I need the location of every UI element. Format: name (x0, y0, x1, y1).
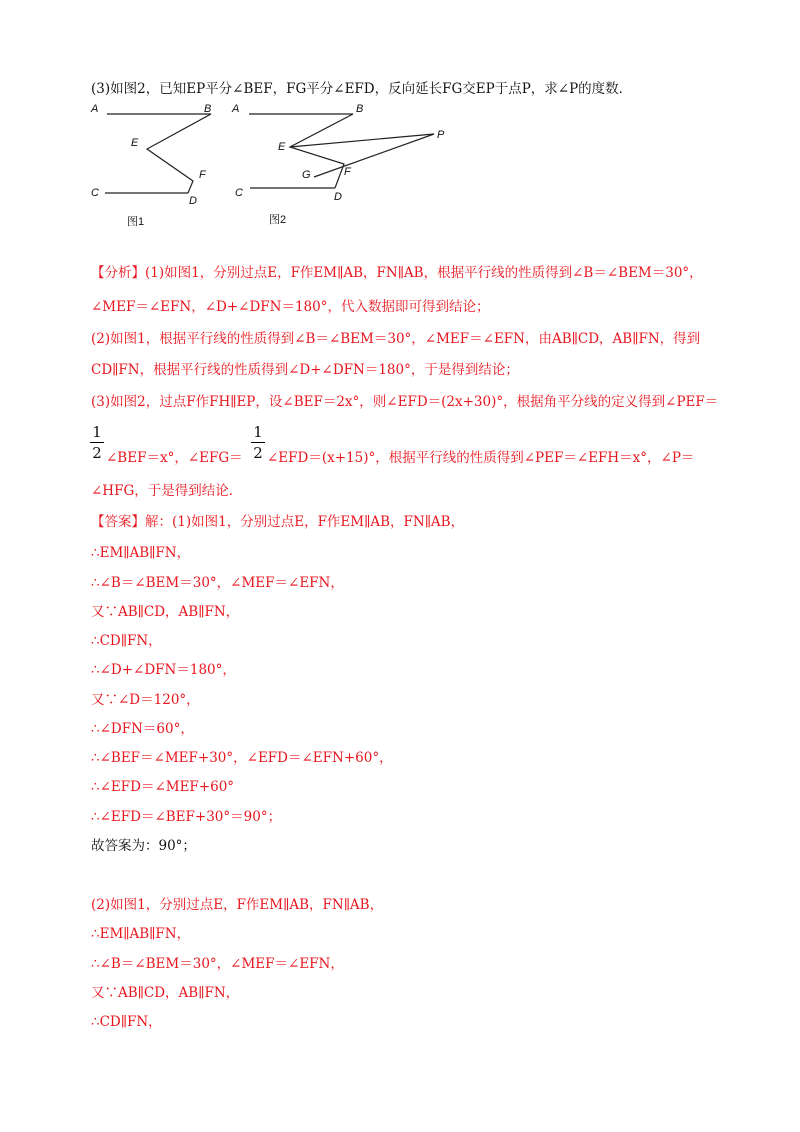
line-pg-fig2 (314, 134, 434, 177)
figure-1-labels (90, 103, 211, 228)
analysis-line-6a: ∠BEF＝x°，∠EFG＝ (106, 450, 243, 466)
answer-step: ∴EM∥AB∥FN， (91, 545, 191, 561)
fig2-label-a: A (232, 103, 240, 115)
figure-2 (249, 114, 434, 188)
fig2-label-b: B (356, 103, 364, 115)
answer-step: ∴∠B＝∠BEM＝30°，∠MEF＝∠EFN， (91, 575, 344, 591)
analysis-line-4: CD∥FN，根据平行线的性质得到∠D+∠DFN＝180°，于是得到结论； (91, 362, 519, 378)
fraction-one-half-1 (90, 423, 104, 462)
question-text: (3)如图2，已知EP平分∠BEF，FG平分∠EFD，反向延长FG交EP于点P，求∠P的度数． (91, 81, 633, 97)
fig1-label-d: D (189, 195, 197, 207)
fig1-label-a: A (91, 103, 99, 115)
answer-step: ∴∠EFD＝∠MEF+60° (91, 779, 235, 795)
answer-step: ∴∠D+∠DFN＝180°， (91, 662, 236, 678)
analysis-line-6b: ∠EFD＝(x+15)°，根据平行线的性质得到∠PEF＝∠EFH＝x°，∠P＝ (267, 450, 695, 466)
fraction-denominator: 2 (253, 444, 263, 462)
answer-step-part2: 又∵AB∥CD，AB∥FN， (91, 985, 240, 1001)
answer-step: 又∵AB∥CD，AB∥FN， (91, 604, 240, 620)
fig2-label-f: F (344, 166, 351, 178)
answer-step: ∴∠DFN＝60°， (91, 721, 194, 737)
figure-1-caption: 图1 (127, 216, 145, 228)
analysis-line-1: 【分析】(1)如图1，分别过点E，F作EM∥AB，FN∥AB，根据平行线的性质得到∠B＝∠BEM＝30°， (91, 265, 703, 281)
answer-step-part2: (2)如图1，分别过点E，F作EM∥AB，FN∥AB， (91, 897, 384, 913)
figure-2-caption: 图2 (269, 214, 287, 226)
fig1-label-c: C (91, 187, 99, 199)
fraction-denominator: 2 (92, 444, 102, 462)
geometry-figures (85, 98, 475, 238)
answer-step: 又∵∠D＝120°， (91, 692, 200, 708)
fig1-label-f: F (199, 169, 206, 181)
fig2-label-c: C (235, 187, 243, 199)
fig1-label-b: B (204, 103, 212, 115)
analysis-line-5: (3)如图2，过点F作FH∥EP，设∠BEF＝2x°，则∠EFD＝(2x+30)°，根据角平分线的定义得到∠PEF＝ (91, 394, 719, 410)
answer-step: ∴∠BEF＝∠MEF+30°，∠EFD＝∠EFN+60°， (91, 750, 393, 766)
fig2-label-p: P (437, 129, 445, 141)
zigzag-befd-fig1 (147, 114, 211, 193)
analysis-line-3: (2)如图1，根据平行线的性质得到∠B＝∠BEM＝30°，∠MEF＝∠EFN，由AB∥CD，AB∥FN，得到 (91, 331, 701, 347)
answer-step-part2: ∴EM∥AB∥FN， (91, 926, 191, 942)
fraction-numerator: 1 (253, 423, 263, 441)
answer-step-part2: ∴∠B＝∠BEM＝30°，∠MEF＝∠EFN， (91, 956, 344, 972)
answer-step: ∴CD∥FN， (91, 633, 162, 649)
answer-conclusion: 故答案为：90°； (91, 838, 196, 854)
fig1-label-e: E (131, 137, 139, 149)
answer-intro: 解：(1)如图1，分别过点E，F作EM∥AB，FN∥AB， (145, 514, 465, 530)
fraction-numerator: 1 (92, 423, 102, 441)
figure-1 (105, 114, 211, 193)
fraction-one-half-2 (251, 423, 265, 462)
fig2-label-d: D (334, 191, 342, 203)
fig2-label-g: G (302, 169, 311, 181)
analysis-line-7: ∠HFG，于是得到结论． (91, 483, 243, 499)
answer-intro-line (91, 510, 464, 530)
analysis-line-2: ∠MEF＝∠EFN，∠D+∠DFN＝180°，代入数据即可得到结论； (91, 299, 490, 315)
answer-step-part2: ∴CD∥FN， (91, 1014, 162, 1030)
answer-label: 【答案】 (91, 514, 145, 530)
fig2-label-e: E (278, 141, 286, 153)
answer-step: ∴∠EFD＝∠BEF+30°＝90°； (91, 809, 282, 825)
